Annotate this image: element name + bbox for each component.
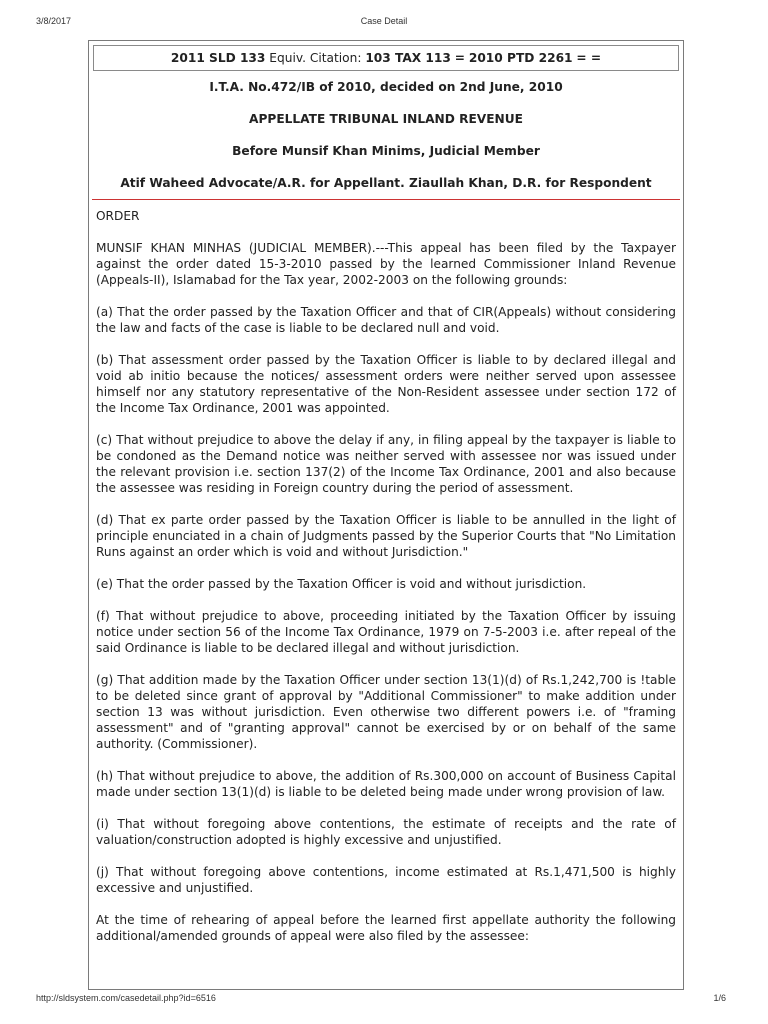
ground-i: (i) That without foregoing above contentions, the estimate of receipts and the rate of valuation/construction adopted is highly excessive and unjustified. <box>96 817 676 847</box>
court-name: APPELLATE TRIBUNAL INLAND REVENUE <box>249 112 523 126</box>
tax-citation: 103 TAX 113 <box>365 51 451 65</box>
case-number: I.T.A. No.472/IB of 2010, decided on 2nd June, 2010 <box>209 80 563 94</box>
order-body <box>89 208 683 944</box>
ground-b: (b) That assessment order passed by the Taxation Officer is liable to by declared illegal and void ab initio because the notices/ assessment orders were neither served upon assessee himself nor any statutory representative of the Non-Resident assessee under section 172 of the Income Tax Ordinance, 2001 was appointed. <box>96 353 676 415</box>
case-document <box>88 40 684 990</box>
sld-citation: 2011 SLD 133 <box>170 51 266 65</box>
citation-box <box>93 45 679 71</box>
citation-tail: = = <box>576 51 602 65</box>
print-date: 3/8/2017 <box>36 16 72 26</box>
source-url-link[interactable]: http://sldsystem.com/casedetail.php?id=6516 <box>36 993 216 1003</box>
print-header <box>0 16 768 30</box>
ground-h: (h) That without prejudice to above, the addition of Rs.300,000 on account of Business Capital made under section 13(1)(d) is liable to be deleted being made under wrong provision of law. <box>96 769 676 799</box>
print-footer <box>0 993 768 1007</box>
heading-divider <box>92 199 680 200</box>
equiv-label: Equiv. Citation: <box>269 51 362 65</box>
paragraph-intro: MUNSIF KHAN MINHAS (JUDICIAL MEMBER).---This appeal has been filed by the Taxpayer against the order dated 15-3-2010 passed by the learned Commissioner Inland Revenue (Appeals-II), Islamabad for the Tax year, 2002-2003 on the following grounds: <box>96 241 676 287</box>
ptd-citation: 2010 PTD 2261 <box>468 51 573 65</box>
paragraph-rehearing: At the time of rehearing of appeal before the learned first appellate authority the following additional/amended grounds of appeal were also filed by the assessee: <box>96 913 676 943</box>
ground-c: (c) That without prejudice to above the delay if any, in filing appeal by the taxpayer is liable to be condoned as the Demand notice was neither served with assessee nor was issued under the relevant provision i.e. section 137(2) of the Income Tax Ordinance, 2001 and also because the assessee was residing in Foreign country during the period of assessment. <box>96 433 676 495</box>
order-label: ORDER <box>96 209 140 223</box>
ground-j: (j) That without foregoing above contentions, income estimated at Rs.1,471,500 is highly excessive and unjustified. <box>96 865 676 895</box>
print-title: Case Detail <box>360 16 408 26</box>
ground-g: (g) That addition made by the Taxation Officer under section 13(1)(d) of Rs.1,242,700 is !table to be deleted since grant of approval by "Additional Commissioner" to make addition under section 13 was without jurisdiction. Even otherwise two different powers i.e. of "framing assessment" and of "granting approval" cannot be exercised by or on behalf of the same authority. (Commissioner). <box>96 673 676 751</box>
counsel: Atif Waheed Advocate/A.R. for Appellant. Ziaullah Khan, D.R. for Respondent <box>120 176 652 190</box>
ground-a: (a) That the order passed by the Taxation Officer and that of CIR(Appeals) without considering the law and facts of the case is liable to be declared null and void. <box>96 305 676 335</box>
ground-e: (e) That the order passed by the Taxation Officer is void and without jurisdiction. <box>96 577 587 591</box>
ground-d: (d) That ex parte order passed by the Taxation Officer is liable to be annulled in the light of principle enunciated in a chain of Judgments passed by the Superior Courts that "No Limitation Runs against an order which is void and without Jurisdiction." <box>96 513 676 559</box>
citation-separator: = <box>454 51 465 65</box>
ground-f: (f) That without prejudice to above, proceeding initiated by the Taxation Officer by issuing notice under section 56 of the Income Tax Ordinance, 1979 on 7-5-2003 i.e. after repeal of the said Ordinance is liable to be declared illegal and without jurisdiction. <box>96 609 676 655</box>
bench: Before Munsif Khan Minims, Judicial Member <box>232 144 540 158</box>
page-number: 1/6 <box>713 993 726 1003</box>
